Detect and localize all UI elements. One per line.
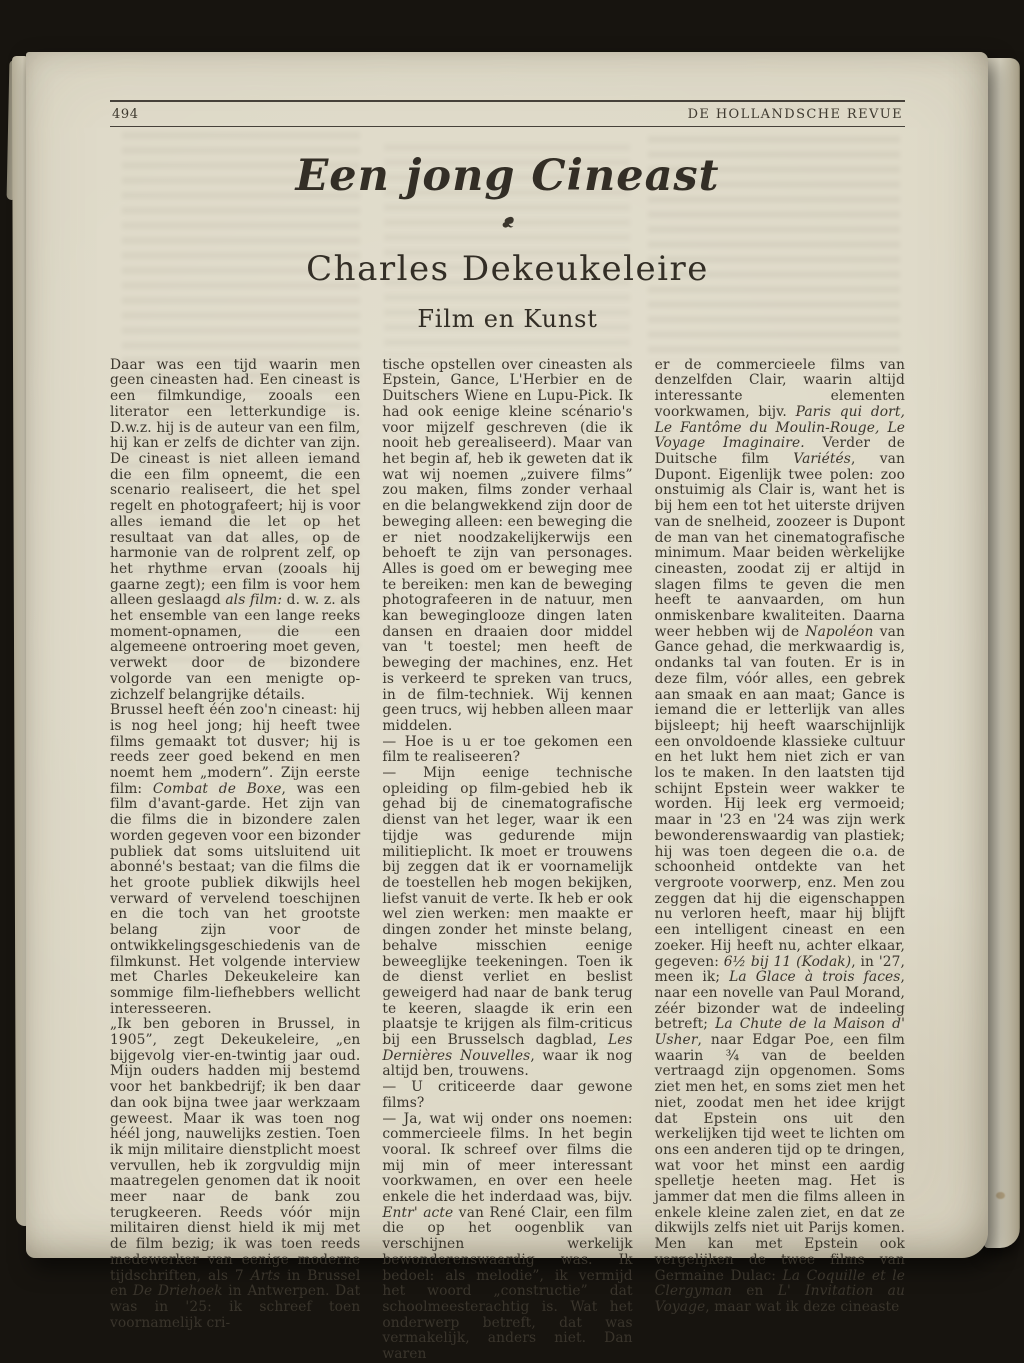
paragraph: — U criticeerde daar gewone films?	[382, 1079, 633, 1111]
article-subtitle: Film en Kunst	[417, 305, 598, 334]
magazine-page	[26, 52, 988, 1363]
page-number: 494	[112, 107, 139, 122]
article-columns	[110, 358, 905, 1363]
text-column-2	[382, 358, 632, 1363]
paragraph: er de commercieele films van denzelfden Clair, waarin altijd interessante elementen voorkwamen, bijv. Paris qui dort, Le Fantôme du Moulin-Rouge, Le Voyage Imaginaire. Verder de Duitsche film Variétés, van Dupont. Eigenlijk twee polen: zoo onstuimig als Clair is, want het is bij hem een tot het uiterste drijven van de snelheid, zoozeer is Dupont de man van het cinematografische minimum. Maar beiden wèrkelijke cineasten, zoodat zij er altijd in slagen films te geven die men heeft te aanvaarden, om hun onmiskenbare kwaliteiten. Daarna weer hebben wij de Napoléon van Gance gehad, die merkwaardig is, ondanks tal van fouten. Er is in deze film, vóór alles, een gebrek aan smaak en aan maat; Gance is iemand die er letterlijk van alles bijsleept; hij heeft waarschijnlijk een onvoldoende klassieke cultuur en het lukt hem niet zich er van los te maken. In den laatsten tijd schijnt Epstein weer wakker te worden. Hij leek erg vermoeid; maar in '23 en '24 was zijn werk bewonderenswaardig van plastiek; hij was toen degeen die o.a. de schoonheid ontdekte van het vergroote voorwerp, enz. Men zou zeggen dat hij die eigenschappen nu verloren heeft, maar hij blijft een intelligent cineast en een zoeker. Hij heeft nu, achter elkaar, gegeven: 6½ bij 11 (Kodak), in '27, meen ik; La Glace à trois faces, naar een novelle van Paul Morand, zéér bizonder wat de indeeling betreft; La Chute de la Maison d' Usher, naar Edgar Poe, een film waarin ¾ van de beelden vertraagd zijn opgenomen. Soms ziet men het, en soms ziet men het niet, zoodat men het idee krijgt dat Epstein ons uit den werkelijken tijd weet te lichten om ons een anderen tijd op te dringen, wat voor het minst een aardig spelletje heeten mag. Het is jammer dat men die films alleen in enkele kleine zalen ziet, en dat ze dikwijls zelfs niet uit Parijs komen. Men kan met Epstein ook vergelijken de twee films van Germaine Dulac: La Coquille et le Clergyman en L' Invitation au Voyage, maar wat ik deze cineaste	[654, 356, 905, 1315]
article-author: Charles Dekeukeleire	[306, 249, 709, 290]
paragraph: Daar was een tijd waarin men geen cineasten had. Een cineast is een filmkundige, zooals een literator een letterkundige is. D.w.z. hij is de auteur van een film, hij kan er zelfs de dichter van zijn. De cineast is niet alleen iemand die een film opneemt, die een scenario realiseert, die het spel regelt en photografeert; hij is voor alles iemand die let op het resultaat van dat alles, op de harmonie van de rolprent zelf, op het rhythme ervan (zooals hij gaarne zegt); een film is voor hem alleen geslaagd als film: d. w. z. als het ensemble van een lange reeks moment-opnamen, die een algemeene ontroering moet geven, verwekt door de bizondere volgorde van een menigte op-zichzelf belangrijke détails.	[110, 356, 361, 703]
text-column-3	[655, 358, 905, 1363]
foxing-spot	[996, 1192, 1005, 1199]
paragraph: Brussel heeft één zoo'n cineast: hij is nog heel jong; hij heeft twee films gemaakt tot dusver; hij is reeds zeer goed bekend en men noemt hem „modern”. Zijn eerste film: Combat de Boxe, was een film d'avant-garde. Het zijn van die films die in bizondere zalen worden gegeven voor een bizonder publiek dat soms uitsluitend uit abonné's bestaat; van die films die het groote publiek dikwijls heel verward of vervelend toeschijnen en die toch van het grootste belang zijn voor de ontwikkelingsgeschiedenis van de filmkunst. Het volgende interview met Charles Dekeukeleire kan sommige film-liefhebbers wellicht interesseeren.	[110, 702, 361, 1017]
page-content	[110, 100, 905, 1363]
paragraph: — Hoe is u er toe gekomen een film te realiseeren?	[382, 733, 633, 766]
paragraph: — Ja, wat wij onder ons noemen: commercieele films. In het begin vooral. Ik schreef over films die mij min of meer interessant voorkwamen, en over een heele enkele die het inderdaad was, bijv. Entr' acte van René Clair, een film die op het oogenblik van verschijnen werkelijk bewonderenswaardig was. Ik bedoel: als melodie”, ik vermijd het woord „constructie” dat schoolmeesterachtig is. Wat het onderwerp betreft, dat was vermakelijk, anders niet. Dan waren	[382, 1110, 633, 1363]
text-column-1	[110, 358, 360, 1363]
fleuron-ornament-icon	[110, 216, 905, 234]
next-page-edge	[984, 58, 1020, 1248]
journal-title: DE HOLLANDSCHE REVUE	[687, 107, 903, 122]
paragraph: tische opstellen over cineasten als Epstein, Gance, L'Herbier en de Duitschers Wiene en Lupu-Pick. Ik had ook eenige kleine scénario's voor mijzelf geschreven (die ik nooit heb gerealiseerd). Maar van het begin af, heb ik geweten dat ik wat wij noemen „zuivere films” zou maken, films zonder verhaal en die belangwekkend zijn door de beweging alleen: een beweging die er niet noodzakelijkerwijs een behoeft te zijn van personages. Alles is goed om er beweging mee te bereiken: men kan de beweging photografeeren in de natuur, men kan beweginglooze dingen laten dansen en draaien door middel van 't toestel; men heeft de beweging der machines, enz. Het is verkeerd te spreken van trucs, in de film-techniek. Wij kennen geen trucs, wij hebben alleen maar middelen.	[382, 356, 633, 734]
article-title: Een jong Cineast	[295, 151, 720, 201]
paragraph: „Ik ben geboren in Brussel, in 1905”, zegt Dekeukeleire, „en bijgevolg vier-en-twintig jaar oud. Mijn ouders hadden mij bestemd voor het bankbedrijf; ik ben daar dan ook bijna twee jaar werkzaam geweest. Maar ik was toen nog héél jong, nauwelijks zestien. Toen ik mijn militaire dienstplicht moest vervullen, heb ik zorgvuldig mijn maatregelen genomen dat ik nooit meer naar de bank zou terugkeeren. Reeds vóór mijn militairen dienst hield ik mij met de film bezig; ik was toen reeds medewerker van eenige moderne tijdschriften, als 7 Arts in Brussel en De Driehoek in Antwerpen. Dat was in '25: ik schreef toen voornamelijk cri-	[110, 1016, 361, 1331]
title-block	[110, 153, 905, 333]
running-header	[110, 100, 905, 127]
paragraph: — Mijn eenige technische opleiding op film-gebied heb ik gehad bij de cinematografische dienst van het leger, waar ik een tijdje was gedurende mijn militieplicht. Ik moet er trouwens bij zeggen dat ik er voornamelijk de toestellen heb mogen bekijken, liefst vanuit de verte. Ik heb er ook wel zien werken: men maakte er dingen zonder het minste belang, behalve misschien eenige beweeglijke teekeningen. Toen ik de dienst verliet en beslist geweigerd had naar de bank terug te keeren, slaagde ik erin een plaatsje te krijgen als film-criticus bij een Brusselsch dagblad, Les Dernières Nouvelles, waar ik nog altijd ben, trouwens.	[382, 765, 633, 1080]
